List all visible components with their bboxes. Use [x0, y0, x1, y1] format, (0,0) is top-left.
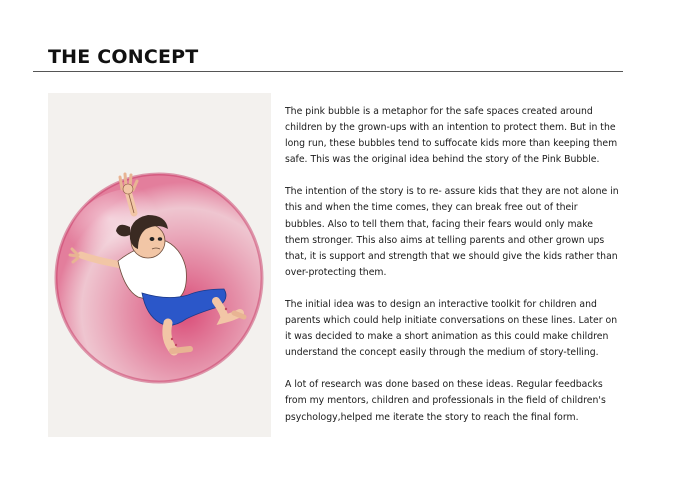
paragraph-metaphor: The pink bubble is a metaphor for the safe spaces created around children by the grown-ups with an intention to protect them. But in the long run, these bubbles tend to suffocate kids more than keeping them safe. This was the original idea behind the story of the Pink Bubble.	[285, 106, 618, 166]
title-divider	[33, 71, 623, 72]
paragraph-initial-idea: The initial idea was to design an interactive toolkit for children and parents which could help initiate conversations on these lines. Later on it was decided to make a short animation as this could make children understand the concept easily through the medium of story-telling.	[285, 298, 618, 359]
concept-text	[285, 104, 620, 442]
pink-bubble-illustration	[48, 93, 271, 437]
paragraph-research: A lot of research was done based on these ideas. Regular feedbacks from my mentors, children and professionals in the field of children's psychology,helped me iterate the story to reach the final form.	[285, 379, 606, 423]
illustration-drawing	[48, 93, 271, 437]
paragraph-intention: The intention of the story is to re- assure kids that they are not alone in this and when the time comes, they can break free out of their bubbles. Also to tell them that, facing their fears would only make them stronger. This also aims at telling parents and other grown ups that, it is support and strength that we should give the kids rather than over-protecting them.	[285, 186, 619, 278]
page-title: THE CONCEPT	[48, 46, 199, 68]
